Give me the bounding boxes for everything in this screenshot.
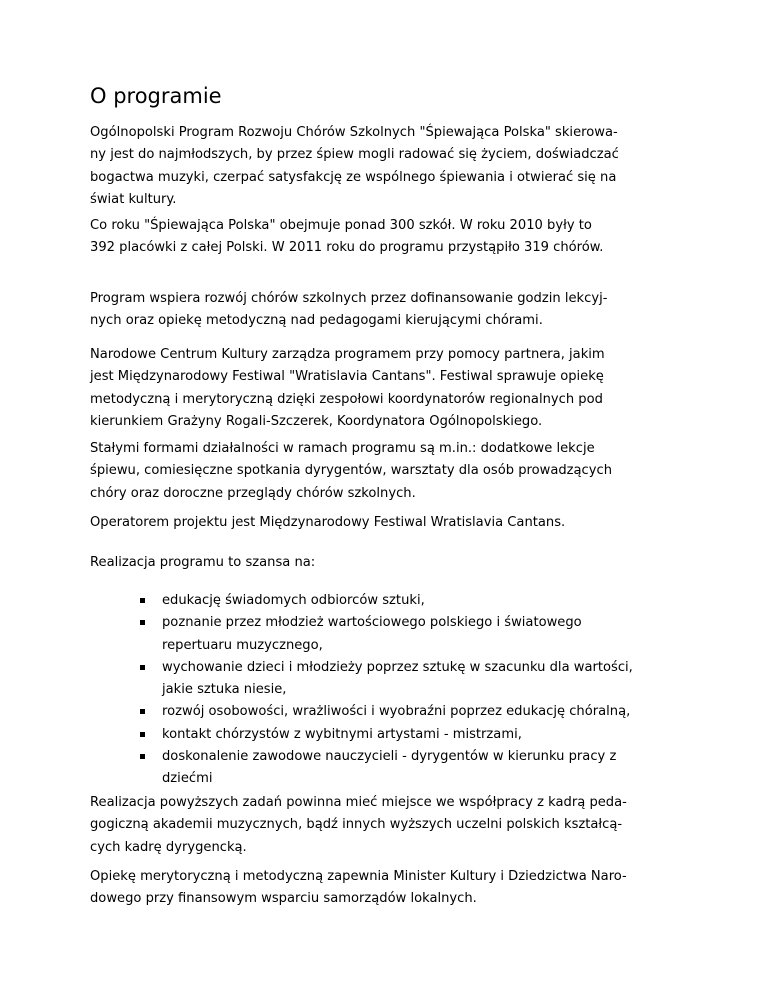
paragraph-support: [90, 288, 676, 333]
text-line: śpiewu, comiesięczne spotkania dyrygentów, warsztaty dla osób prowadzących: [90, 463, 613, 479]
list-item-text: dziećmi: [162, 771, 213, 787]
text-line: nych oraz opiekę metodyczną nad pedagogami kierującymi chórami.: [90, 313, 543, 329]
paragraph-opportunities-intro: [90, 552, 676, 574]
list-item-text: wychowanie dzieci i młodzieży poprzez sztukę w szacunku dla wartości,: [162, 659, 633, 675]
text-line: chóry oraz doroczne przeglądy chórów szkolnych.: [90, 485, 416, 501]
text-line: Realizacja programu to szansa na:: [90, 555, 316, 570]
list-item: [90, 701, 633, 723]
text-line: Realizacja powyższych zadań powinna mieć miejsce we współpracy z kadrą peda-: [90, 795, 627, 810]
list-item: [90, 657, 633, 702]
opportunities-list: [90, 590, 633, 791]
list-item-text: rozwój osobowości, wrażliwości i wyobraźni poprzez edukację chóralną,: [162, 704, 631, 720]
text-line: świat kultury.: [90, 191, 177, 207]
paragraph-operator: [90, 512, 676, 534]
list-item-text: jakie sztuka niesie,: [162, 682, 287, 698]
bullet-square-icon: [140, 732, 145, 737]
text-line: cych kadrę dyrygencką.: [90, 839, 247, 855]
list-item: [90, 590, 633, 612]
text-line: Stałymi formami działalności w ramach programu są m.in.: dodatkowe lekcje: [90, 441, 595, 456]
list-item-text: doskonalenie zawodowe nauczycieli - dyrygentów w kierunku pracy z: [162, 749, 617, 765]
list-item-text: repertuaru muzycznego,: [162, 637, 323, 653]
paragraph-patronage: [90, 866, 676, 911]
paragraph-cooperation: [90, 792, 676, 859]
text-line: kierunkiem Grażyny Rogali-Szczerek, Koordynatora Ogólnopolskiego.: [90, 413, 543, 429]
text-line: Program wspiera rozwój chórów szkolnych przez dofinansowanie godzin lekcyj-: [90, 291, 608, 306]
text-line: Opiekę merytoryczną i metodyczną zapewnia Minister Kultury i Dziedzictwa Naro-: [90, 869, 627, 884]
list-item-text: kontakt chórzystów z wybitnymi artystami - mistrzami,: [162, 726, 522, 742]
list-item-text: poznanie przez młodzież wartościowego polskiego i światowego: [162, 615, 582, 631]
text-line: ny jest do najmłodszych, by przez śpiew mogli radować się życiem, doświadczać: [90, 147, 619, 163]
text-line: Co roku "Śpiewająca Polska" obejmuje ponad 300 szkół. W roku 2010 były to: [90, 218, 592, 233]
text-line: dowego przy finansowym wsparciu samorządów lokalnych.: [90, 891, 477, 907]
paragraph-management: [90, 344, 676, 433]
text-line: 392 placówki z całej Polski. W 2011 roku do programu przystąpiło 319 chórów.: [90, 240, 604, 256]
bullet-square-icon: [140, 620, 145, 625]
text-line: Ogólnopolski Program Rozwoju Chórów Szkolnych "Śpiewająca Polska" skierowa-: [90, 125, 618, 140]
text-line: bogactwa muzyki, czerpać satysfakcję ze wspólnego śpiewania i otwierać się na: [90, 169, 617, 185]
bullet-square-icon: [140, 709, 145, 714]
paragraph-statistics: [90, 215, 676, 260]
text-line: gogiczną akademii muzycznych, bądź innych wyższych uczelni polskich kształcą-: [90, 817, 623, 833]
list-item: [90, 724, 633, 746]
text-line: metodyczną i merytoryczną dzięki zespołowi koordynatorów regionalnych pod: [90, 391, 603, 407]
text-line: Operatorem projektu jest Międzynarodowy Festiwal Wratislavia Cantans.: [90, 515, 566, 530]
bullet-square-icon: [140, 598, 145, 603]
bullet-square-icon: [140, 665, 145, 670]
paragraph-intro: [90, 122, 676, 211]
text-line: jest Międzynarodowy Festiwal "Wratislavia Cantans". Festiwal sprawuje opiekę: [90, 369, 604, 385]
list-item: [90, 746, 633, 791]
text-line: Narodowe Centrum Kultury zarządza programem przy pomocy partnera, jakim: [90, 347, 605, 362]
bullet-square-icon: [140, 754, 145, 759]
page-title: O programie: [90, 84, 222, 108]
list-item: [90, 612, 633, 657]
paragraph-activities: [90, 438, 676, 505]
list-item-text: edukację świadomych odbiorców sztuki,: [162, 593, 425, 608]
